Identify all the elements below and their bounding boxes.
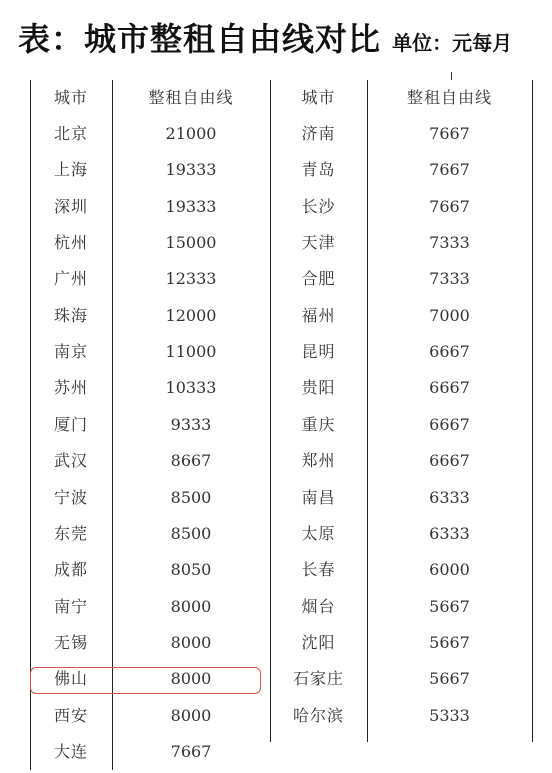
left-row-value: 8050 — [170, 560, 212, 580]
left-row-value: 19333 — [165, 160, 217, 180]
right-row-city: 长春 — [301, 560, 336, 580]
right-row-city: 太原 — [301, 523, 336, 543]
left-row-value: 8000 — [170, 632, 212, 652]
left-row-city: 南宁 — [53, 596, 88, 616]
left-row-city: 成都 — [53, 560, 88, 580]
left-row-city: 无锡 — [53, 632, 88, 652]
left-row-value: 12000 — [165, 305, 217, 325]
right-row-value: 7333 — [429, 269, 470, 289]
header-threshold-left: 整租自由线 — [148, 88, 234, 107]
right-row-value: 6667 — [429, 451, 470, 471]
left-row-city: 上海 — [53, 160, 88, 180]
right-row-city: 南昌 — [301, 487, 336, 507]
right-row-city: 石家庄 — [292, 669, 344, 689]
left-row-value: 8500 — [170, 523, 212, 543]
right-row-city: 昆明 — [301, 342, 336, 362]
header-threshold-right: 整租自由线 — [406, 88, 492, 107]
title-main: 表：城市整租自由线对比 — [18, 20, 382, 58]
left-row-city: 宁波 — [53, 487, 88, 507]
left-row-city: 苏州 — [53, 378, 88, 398]
rule-right-outer — [532, 80, 533, 742]
left-row-city: 深圳 — [53, 196, 88, 216]
right-row-city: 福州 — [301, 305, 336, 325]
right-row-city: 青岛 — [301, 160, 336, 180]
left-row-value: 15000 — [165, 233, 217, 253]
right-row-city: 沈阳 — [301, 632, 336, 652]
right-row-value: 7333 — [429, 233, 470, 253]
right-row-value: 6333 — [429, 523, 470, 543]
right-row-value: 5333 — [429, 705, 470, 725]
header-city-right: 城市 — [301, 88, 336, 107]
right-row-value: 6333 — [429, 487, 470, 507]
left-row-city: 珠海 — [53, 305, 88, 325]
left-row-city: 大连 — [53, 741, 88, 761]
page-title — [18, 14, 512, 58]
right-row-city: 哈尔滨 — [292, 705, 344, 725]
left-row-value: 19333 — [165, 196, 217, 216]
right-row-city: 长沙 — [301, 196, 336, 216]
left-row-city: 广州 — [53, 269, 88, 289]
right-row-value: 5667 — [429, 669, 470, 689]
left-row-value: 8500 — [170, 487, 212, 507]
right-row-city: 重庆 — [301, 414, 336, 434]
left-row-value: 7667 — [170, 741, 212, 761]
right-row-value: 7667 — [429, 160, 470, 180]
right-row-value: 5667 — [429, 632, 470, 652]
left-row-city: 东莞 — [53, 523, 88, 543]
left-row-value: 8000 — [170, 596, 212, 616]
left-row-value: 12333 — [165, 269, 217, 289]
left-row-value: 9333 — [170, 414, 212, 434]
right-row-value: 6000 — [429, 560, 470, 580]
right-row-value: 6667 — [429, 342, 470, 362]
right-row-city: 郑州 — [301, 451, 336, 471]
left-row-city: 北京 — [53, 124, 88, 143]
right-row-value: 7667 — [429, 196, 470, 216]
right-row-city: 济南 — [301, 124, 336, 143]
right-row-value: 5667 — [429, 596, 470, 616]
right-row-city: 贵阳 — [301, 378, 336, 398]
left-row-city: 武汉 — [53, 451, 88, 471]
left-row-value: 8667 — [170, 451, 212, 471]
left-row-city: 佛山 — [53, 669, 88, 689]
right-row-city: 烟台 — [301, 596, 336, 616]
left-row-city: 西安 — [53, 705, 88, 725]
left-row-city: 杭州 — [53, 233, 88, 253]
left-row-city: 南京 — [53, 342, 88, 362]
left-row-value: 8000 — [170, 705, 212, 725]
header-city-left: 城市 — [53, 88, 88, 107]
title-unit: 单位：元每月 — [392, 31, 513, 55]
left-row-value: 21000 — [165, 124, 217, 143]
right-row-value: 6667 — [429, 414, 470, 434]
right-row-city: 天津 — [301, 233, 336, 253]
left-row-city: 厦门 — [53, 414, 88, 434]
left-row-value: 10333 — [165, 378, 217, 398]
right-row-value: 7667 — [429, 124, 470, 143]
right-row-value: 7000 — [429, 305, 470, 325]
right-row-city: 合肥 — [301, 269, 336, 289]
left-row-value: 11000 — [165, 342, 217, 362]
left-row-value: 8000 — [170, 669, 212, 689]
rule-tick-top — [451, 72, 452, 80]
right-row-value: 6667 — [429, 378, 470, 398]
